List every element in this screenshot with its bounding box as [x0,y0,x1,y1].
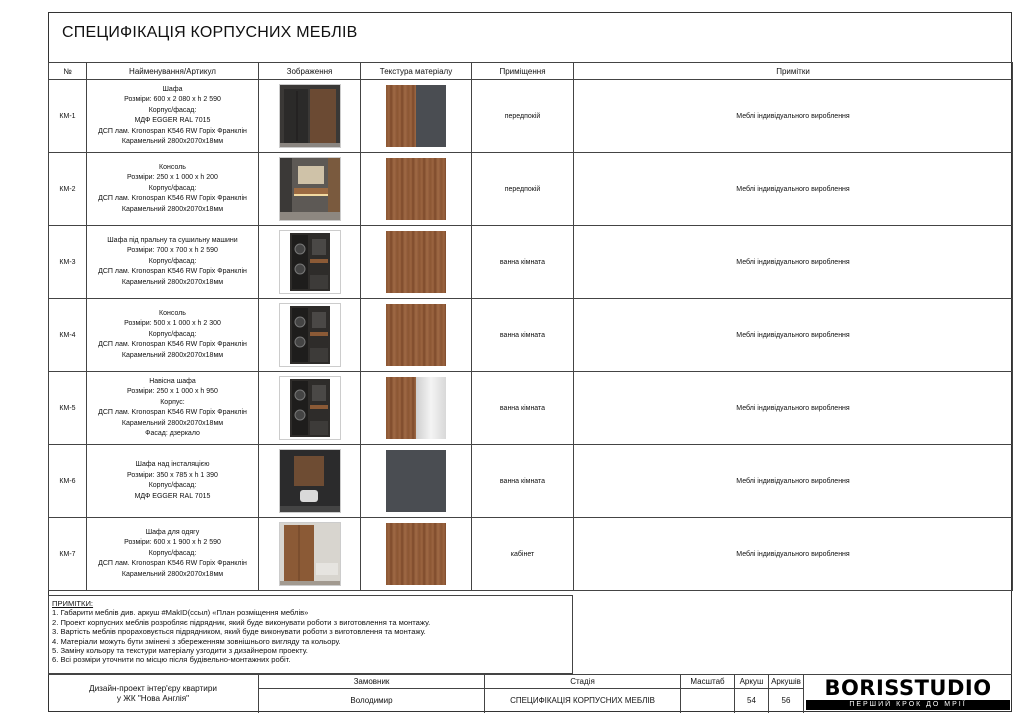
item-id: КМ-3 [49,226,87,299]
note-4: 4. Матеріали можуть бути змінені з збереженням зовнішнього вигляду та кольору. [52,636,341,646]
col-notes: Примітки [574,63,1013,80]
item-name-line: Фасад: дзеркало [145,430,200,437]
sheet-cell [734,675,768,713]
item-room: ванна кімната [472,445,574,518]
item-name-line: Корпус/фасад: [148,184,197,192]
item-name-line: Карамельний 2800х2070х18мм [121,138,224,145]
client-value: Володимир [350,696,393,705]
note-2: 2. Проект корпусних меблів розробляє підрядник, який буде виконувати роботи з виготовлення та монтажу. [52,617,431,627]
item-name-line: Шафа над інсталяцією [135,461,210,468]
item-note: Меблі індивідуального вироблення [574,518,1013,591]
item-note: Меблі індивідуального вироблення [574,80,1013,153]
texture-swatch [386,158,446,220]
item-name-line: Корпус/фасад: [148,106,197,114]
item-note: Меблі індивідуального вироблення [574,372,1013,445]
item-id: КМ-6 [49,445,87,518]
item-room: ванна кімната [472,299,574,372]
item-name-line: Карамельний 2800х2070х18мм [121,570,224,578]
item-name-line: МДФ EGGER RAL 7015 [134,117,211,124]
texture-wood [386,377,416,439]
item-name-line: Корпус/фасад: [148,482,197,489]
col-image: Зображення [259,63,361,80]
table-header-row [49,63,1013,80]
project-name [48,675,258,713]
texture-cell [361,518,472,591]
item-name [87,226,259,299]
texture-cell [361,445,472,518]
item-name-line: Шафа [162,85,183,93]
table-row [49,226,1013,299]
item-image [279,449,341,513]
item-image [279,230,341,294]
item-image-cell [259,153,361,226]
item-room: ванна кімната [472,372,574,445]
texture-swatch [386,85,446,147]
texture-cell [361,80,472,153]
item-image-cell [259,372,361,445]
item-image [279,303,341,367]
item-name-line: Консоль [159,163,186,171]
client-label: Замовник [259,675,484,689]
table-row [49,153,1013,226]
sheet-value: 54 [747,696,756,705]
item-image-cell [259,299,361,372]
note-1: 1. Габарити меблів див. аркуш #MakID(ссыл) «План розміщення меблів» [52,608,309,618]
item-note: Меблі індивідуального вироблення [574,226,1013,299]
texture-mirror [416,377,446,439]
texture-gray [386,450,446,512]
note-6: 6. Всі розміри уточнити по місцю після будівельно-монтажних робіт. [52,655,291,665]
stage-cell [484,675,680,713]
item-name [87,445,259,518]
item-image [279,376,341,440]
item-note: Меблі індивідуального вироблення [574,153,1013,226]
item-id: КМ-7 [49,518,87,591]
table-row [49,518,1013,591]
col-number: № [49,63,87,80]
logo-text: BORISSTUDIO [824,676,992,700]
col-room: Приміщення [472,63,574,80]
item-name-line: Карамельний 2800х2070х18мм [121,205,224,213]
sheet-label: Аркуш [735,675,768,689]
stage-value: СПЕЦИФІКАЦІЯ КОРПУСНИХ МЕБЛІВ [510,696,655,705]
item-image [279,157,341,221]
item-image [279,522,341,586]
item-name [87,153,259,226]
item-id: КМ-5 [49,372,87,445]
project-line-2: у ЖК "Нова Англія" [116,694,190,703]
spec-table [48,62,1013,591]
item-name-line: Розміри: 600 х 2 080 х h 2 590 [124,96,221,103]
item-name-line: Розміри: 500 х 1 000 х h 2 300 [124,320,221,328]
page-title: СПЕЦИФІКАЦІЯ КОРПУСНИХ МЕБЛІВ [62,24,358,41]
texture-swatch [386,304,446,366]
item-name-line: Карамельний 2800х2070х18мм [121,278,224,286]
logo-tagline: ПЕРШИЙ КРОК ДО МРІЇ [806,700,1010,710]
item-name-line: ДСП лам. Kronospan K546 RW Горіх Франклін [98,409,247,416]
item-id: КМ-2 [49,153,87,226]
table-row [49,80,1013,153]
item-name [87,372,259,445]
item-name-line: Навісна шафа [149,377,196,385]
texture-gray [416,85,446,147]
client-cell [258,675,484,713]
scale-cell [680,675,734,713]
item-room: передпокій [472,153,574,226]
notes-block [48,595,573,674]
col-texture: Текстура матеріалу [361,63,472,80]
title-block [48,674,1012,713]
item-image-cell [259,518,361,591]
texture-wood [386,304,446,366]
texture-wood [386,523,446,585]
texture-cell [361,299,472,372]
item-name-line: Карамельний 2800х2070х18мм [121,351,224,359]
texture-swatch [386,231,446,293]
texture-wood [386,158,446,220]
item-name-line: ДСП лам. Kronospan K546 RW Горіх Франклін [98,268,247,276]
table-row [49,445,1013,518]
table-row [49,299,1013,372]
stage-label: Стадія [485,675,680,689]
item-name [87,299,259,372]
item-name-line: Розміри: 350 х 785 х h 1 390 [127,471,218,479]
item-name-line: ДСП лам. Kronospan K546 RW Горіх Франклін [98,195,247,203]
item-id: КМ-1 [49,80,87,153]
item-name-line: Корпус/фасад: [148,257,197,265]
note-5: 5. Заміну кольору та текстури матеріалу узгодити з дизайнером проекту. [52,646,308,656]
note-3: 3. Вартість меблів прораховується підрядником, який буде виконувати роботи з виготовлення та монтажу. [52,627,426,637]
item-name-line: Розміри: 250 х 1 000 х h 950 [127,388,218,395]
project-line-1: Дизайн-проект інтер'єру квартири [89,684,217,693]
scale-label: Масштаб [681,675,734,689]
col-name: Найменування/Артикул [87,63,259,80]
item-image-cell [259,226,361,299]
item-name-line: Шафа для одягу [145,528,200,536]
item-name [87,518,259,591]
texture-cell [361,372,472,445]
item-room: ванна кімната [472,226,574,299]
texture-swatch [386,523,446,585]
item-name-line: Карамельний 2800х2070х18мм [121,419,224,427]
sheets-label: Аркушів [769,675,803,689]
texture-wood [386,85,416,147]
item-note: Меблі індивідуального вироблення [574,445,1013,518]
item-image-cell [259,80,361,153]
texture-wood [386,231,446,293]
item-image [279,84,341,148]
item-name-line: Корпус/фасад: [148,549,197,557]
item-name-line: Корпус/фасад: [148,330,197,338]
sheets-cell [768,675,804,713]
item-name-line: ДСП лам. Kronospan K546 RW Горіх Франклін [98,127,247,135]
item-name-line: Розміри: 250 х 1 000 х h 200 [127,174,218,182]
texture-cell [361,153,472,226]
item-name [87,80,259,153]
item-room: кабінет [472,518,574,591]
item-id: КМ-4 [49,299,87,372]
item-name-line: Шафа під пральну та сушильну машини [107,236,238,244]
studio-logo [806,677,1010,711]
item-name-line: Консоль [159,309,186,317]
item-note: Меблі індивідуального вироблення [574,299,1013,372]
notes-heading: ПРИМІТКИ: [52,599,94,608]
item-name-line: Розміри: 600 х 1 900 х h 2 590 [124,539,221,547]
item-name-line: ДСП лам. Kronospan K546 RW Горіх Франклін [98,341,247,349]
item-name-line: ДСП лам. Kronospan K546 RW Горіх Франклін [98,560,247,568]
texture-swatch [386,450,446,512]
texture-swatch [386,377,446,439]
item-name-line: Розміри: 700 х 700 х h 2 590 [127,247,218,255]
sheets-value: 56 [781,696,791,705]
texture-cell [361,226,472,299]
item-image-cell [259,445,361,518]
item-room: передпокій [472,80,574,153]
item-name-line: МДФ EGGER RAL 7015 [134,492,211,500]
table-row [49,372,1013,445]
item-name-line: Корпус: [160,398,185,406]
